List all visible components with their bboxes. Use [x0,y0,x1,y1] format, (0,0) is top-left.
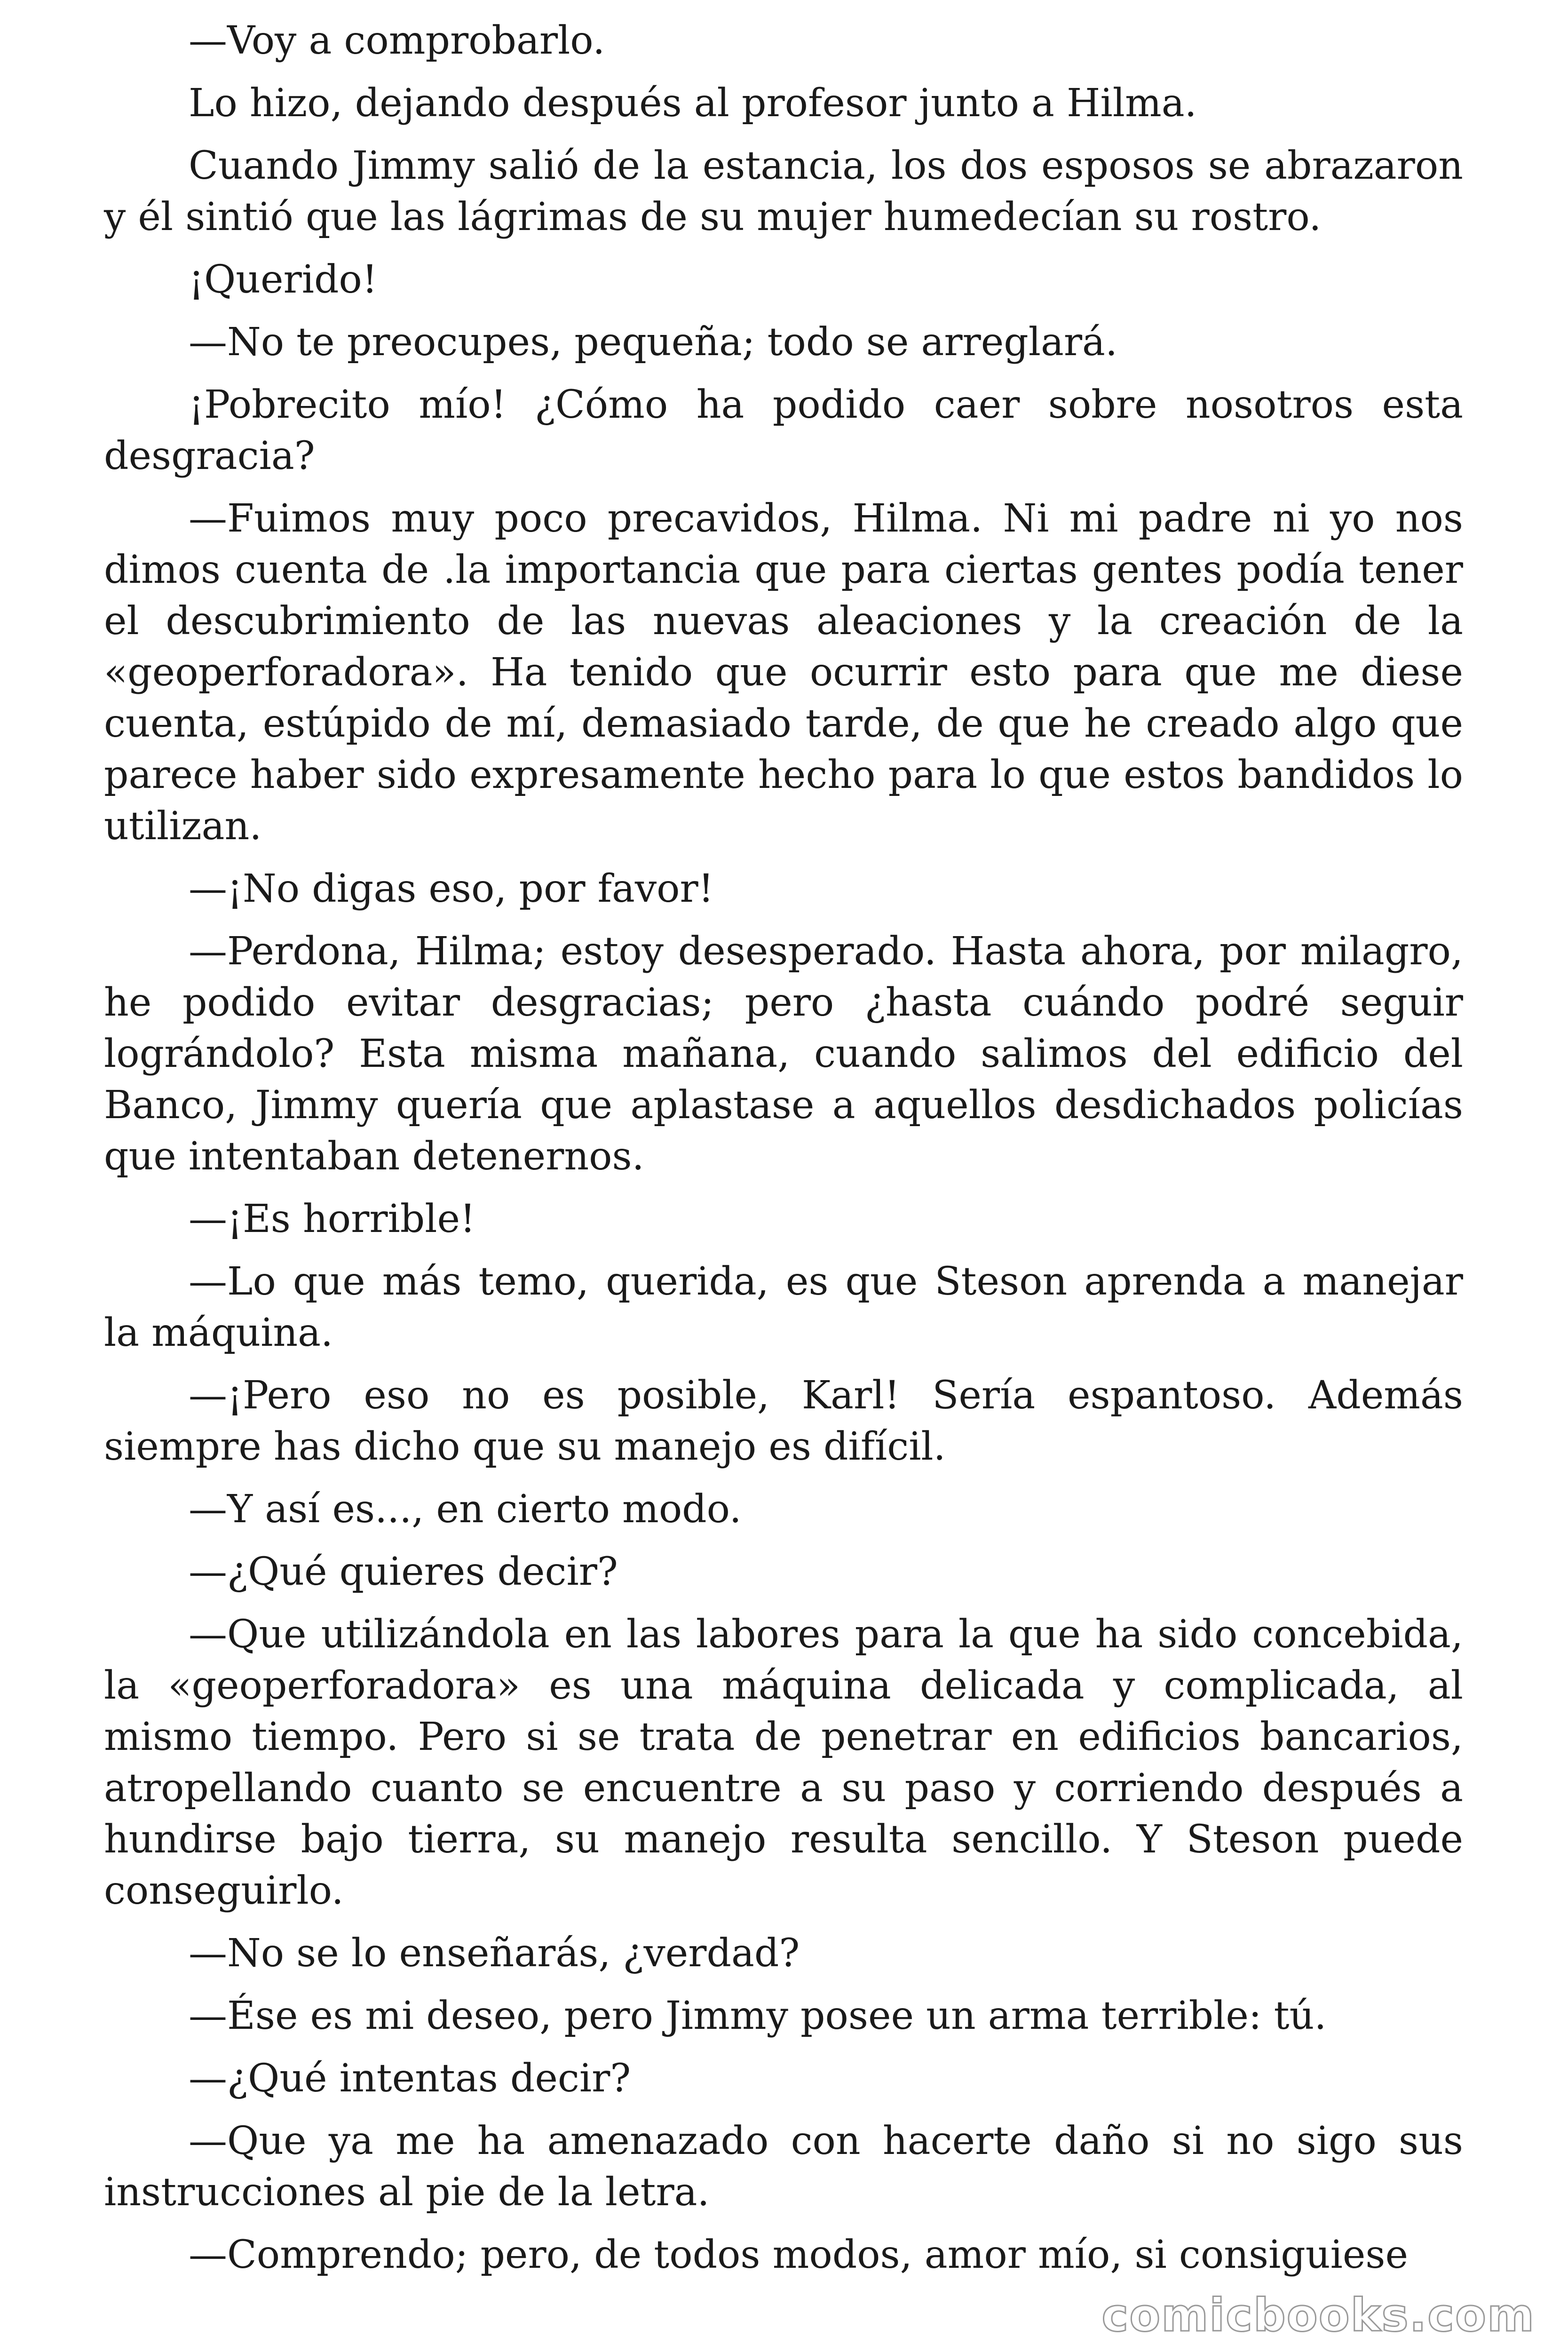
paragraph: —No se lo enseñarás, ¿verdad? [189,1931,800,1976]
watermark: comicbooks.com [1101,2289,1535,2342]
paragraph: —Que ya me ha amenazado con hacerte daño si no sigo sus instrucciones al pie de la letra. [104,2119,1463,2215]
page-text [104,15,1463,2292]
paragraph: —Comprendo; pero, de todos modos, amor mío, si consiguiese [189,2233,1408,2277]
paragraph: —Lo que más temo, querida, es que Steson aprenda a manejar la máquina. [104,1259,1463,1355]
paragraph: —Fuimos muy poco precavidos, Hilma. Ni mi padre ni yo nos dimos cuenta de .la importancia que para ciertas gentes podía tener el descubrimiento de las nuevas aleaciones y la creación de la «geoperforadora». Ha tenido que ocurrir esto para que me diese cuenta, estúpido de mí, demasiado tarde, de que he creado algo que parece haber sido expresamente hecho para lo que estos bandidos lo utilizan. [104,496,1463,849]
paragraph: —Que utilizándola en las labores para la que ha sido concebida, la «geoperforadora» es una máquina delicada y complicada, al mismo tiempo. Pero si se trata de penetrar en edificios bancarios, atropellando cuanto se encuentre a su paso y corriendo después a hundirse bajo tierra, su manejo resulta sencillo. Y Steson puede conseguirlo. [104,1612,1463,1913]
paragraph: —No te preocupes, pequeña; todo se arreglará. [189,320,1118,365]
paragraph: —Y así es..., en cierto modo. [189,1487,742,1532]
paragraph: —¡Pero eso no es posible, Karl! Sería espantoso. Además siempre has dicho que su manejo es difícil. [104,1373,1463,1469]
paragraph: —¿Qué intentas decir? [189,2056,631,2101]
paragraph: ¡Querido! [189,257,378,302]
paragraph: —Voy a comprobarlo. [189,18,605,63]
paragraph: —¡Es horrible! [189,1197,475,1241]
paragraph: —Ése es mi deseo, pero Jimmy posee un arma terrible: tú. [189,1994,1327,2038]
paragraph: ¡Pobrecito mío! ¿Cómo ha podido caer sobre nosotros esta desgracia? [104,382,1463,478]
paragraph: —Perdona, Hilma; estoy desesperado. Hasta ahora, por milagro, he podido evitar desgracias; pero ¿hasta cuándo podré seguir lográndolo? Esta misma mañana, cuando salimos del edificio del Banco, Jimmy quería que aplastase a aquellos desdichados policías que intentaban detenernos. [104,929,1463,1179]
paragraph: —¡No digas eso, por favor! [189,866,714,911]
paragraph: Cuando Jimmy salió de la estancia, los dos esposos se abrazaron y él sintió que las lágrimas de su mujer humedecían su rostro. [104,143,1463,239]
paragraph: —¿Qué quieres decir? [189,1549,618,1594]
paragraph: Lo hizo, dejando después al profesor junto a Hilma. [189,81,1197,126]
